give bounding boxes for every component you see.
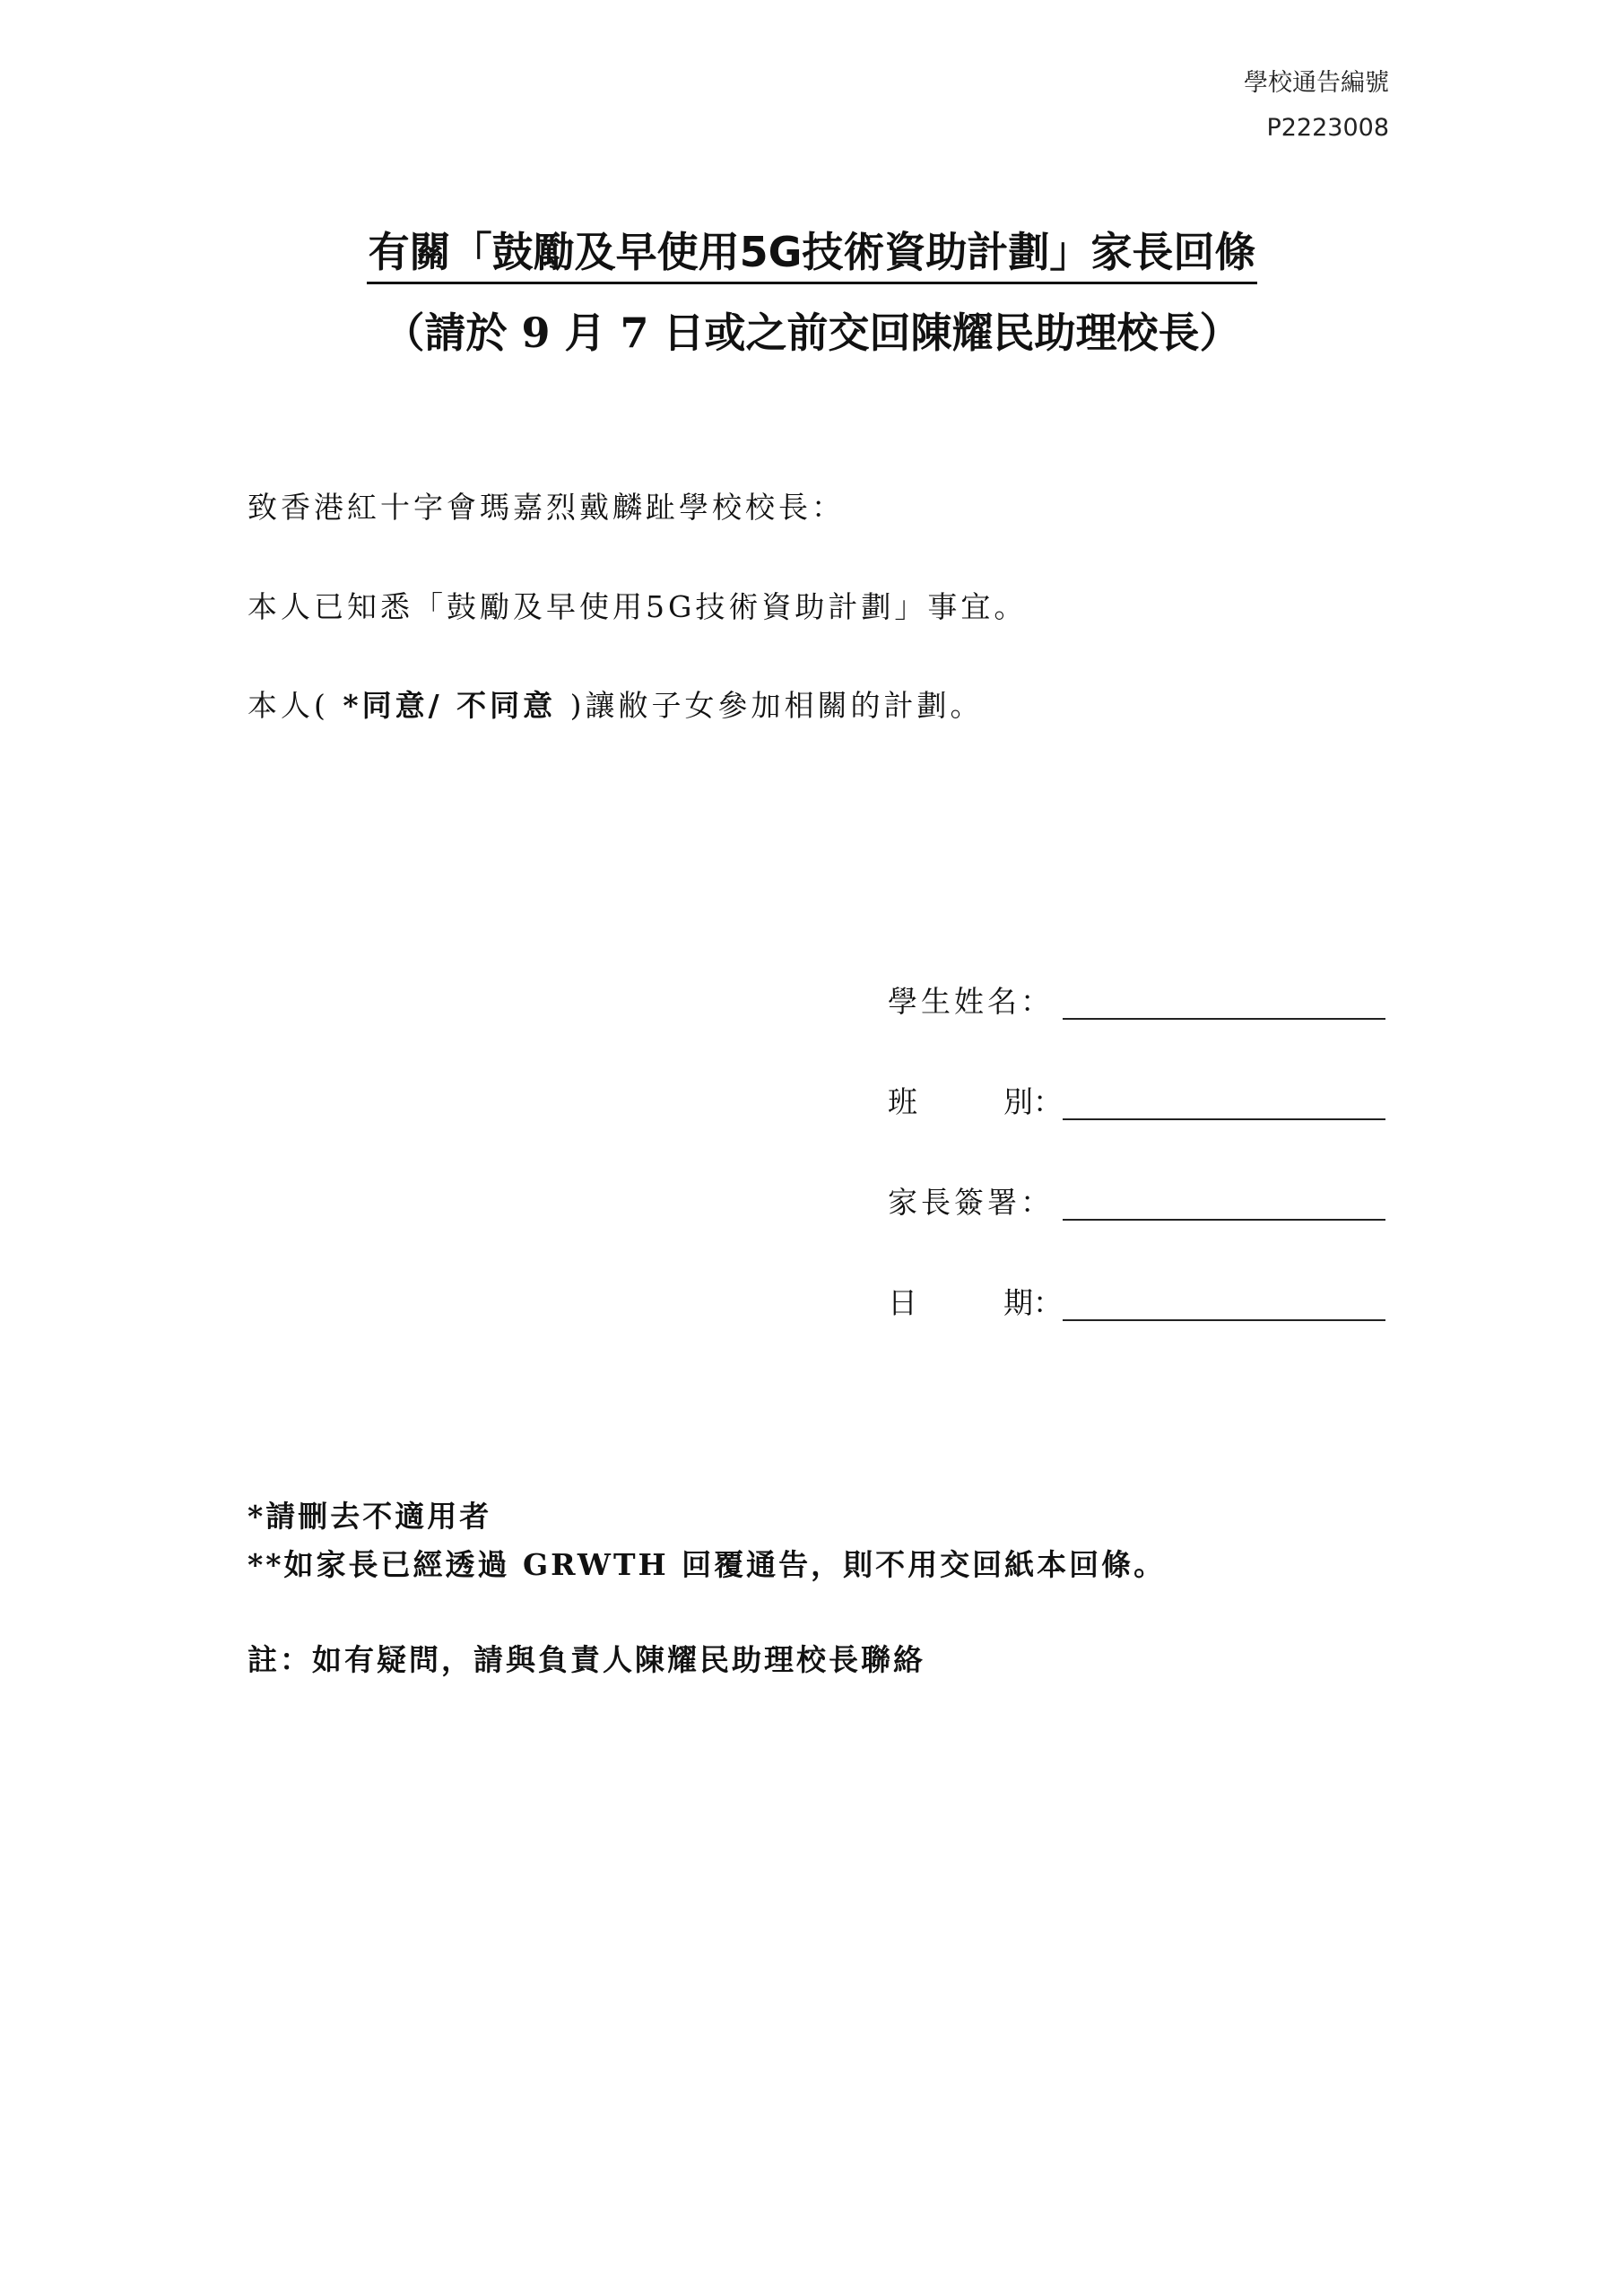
field-label: 學生姓名：: [888, 984, 1054, 1019]
note-delete: *請刪去不適用者: [248, 1499, 492, 1534]
salutation: 致香港紅十字會瑪嘉烈戴麟趾學校校長：: [248, 490, 845, 525]
notice-number: P2223008: [1266, 114, 1389, 142]
notice-number-label: 學校通告編號: [1244, 69, 1389, 97]
student-name-blank[interactable]: [1063, 1018, 1385, 1020]
title-block: [0, 224, 1624, 357]
return-deadline: （請於 9 月 7 日或之前交回陳耀民助理校長）: [383, 309, 1241, 357]
notice-number-block: [1244, 61, 1389, 151]
acknowledge-statement: 本人已知悉「鼓勵及早使用5G技術資助計劃」事宜。: [248, 589, 1028, 624]
consent-suffix: )讓敝子女參加相關的計劃。: [569, 688, 984, 723]
field-label: 家長簽署：: [888, 1185, 1054, 1220]
field-label: 班 別：: [888, 1084, 1063, 1119]
class-blank[interactable]: [1063, 1118, 1385, 1120]
consent-statement: [248, 686, 984, 726]
date-blank[interactable]: [1063, 1319, 1385, 1321]
page-title: 有關「鼓勵及早使用5G技術資助計劃」家長回條: [367, 224, 1258, 284]
field-class: [888, 1083, 1390, 1183]
signature-fields: [888, 982, 1390, 1384]
field-label: 日 期：: [888, 1285, 1063, 1320]
consent-options[interactable]: *同意/ 不同意: [328, 688, 570, 723]
consent-prefix: 本人(: [248, 688, 329, 723]
field-student-name: [888, 982, 1390, 1083]
parent-signature-blank[interactable]: [1063, 1219, 1385, 1221]
field-parent-signature: [888, 1183, 1390, 1283]
field-date: [888, 1283, 1390, 1384]
note-enquiry: 註：如有疑問，請與負責人陳耀民助理校長聯絡: [248, 1642, 925, 1677]
note-grwth: **如家長已經透過 GRWTH 回覆通告，則不用交回紙本回條。: [248, 1547, 1167, 1582]
